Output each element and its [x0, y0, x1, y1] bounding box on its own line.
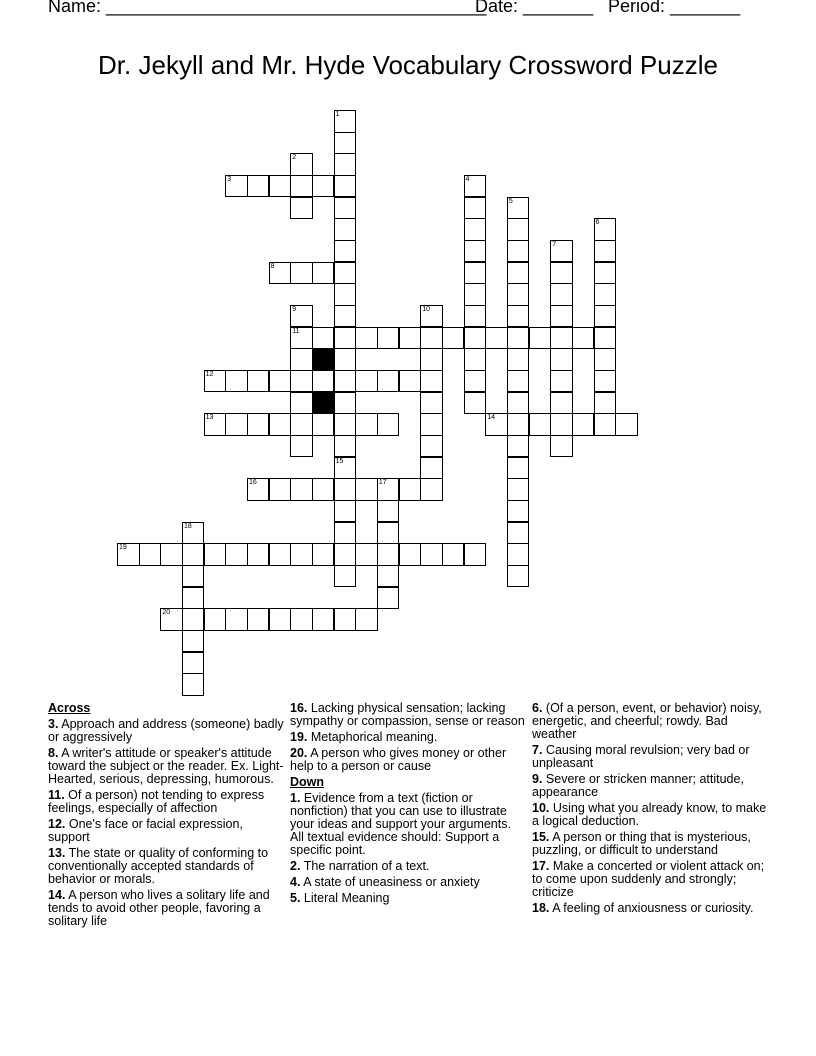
crossword-cell[interactable]: [334, 348, 357, 371]
crossword-cell[interactable]: [247, 543, 270, 566]
crossword-cell[interactable]: [420, 543, 443, 566]
crossword-cell[interactable]: [377, 500, 400, 523]
clue-across-20: 20. A person who gives money or other help to a person or cause: [290, 746, 507, 773]
clue-down-5: 5. Literal Meaning: [290, 891, 390, 905]
crossword-cell[interactable]: [507, 218, 530, 241]
crossword-cell[interactable]: [442, 543, 465, 566]
crossword-cell[interactable]: [225, 608, 248, 631]
cell-number: 11: [292, 327, 300, 335]
crossword-cell[interactable]: [160, 543, 183, 566]
crossword-cell[interactable]: [507, 522, 530, 545]
crossword-cell[interactable]: [420, 370, 443, 393]
cell-number: 4: [465, 175, 470, 183]
crossword-cell[interactable]: [420, 457, 443, 480]
crossword-cell[interactable]: [377, 587, 400, 610]
crossword-cell[interactable]: [507, 283, 530, 306]
crossword-cell[interactable]: [464, 283, 487, 306]
clue-down-2: 2. The narration of a text.: [290, 859, 430, 873]
crossword-cell[interactable]: [312, 175, 335, 198]
crossword-cell[interactable]: [464, 327, 487, 350]
clue-down-1: 1. Evidence from a text (fiction or nonfiction) that you can use to illustrate your ideas and support your arguments. All textual evidence should: Support a specific point.: [290, 791, 511, 857]
crossword-cell[interactable]: [464, 348, 487, 371]
crossword-cell[interactable]: [290, 348, 313, 371]
crossword-cell[interactable]: [507, 305, 530, 328]
cell-number: 7: [552, 240, 557, 248]
crossword-cell[interactable]: [160, 608, 183, 631]
crossword-cell[interactable]: [507, 262, 530, 285]
crossword-cell[interactable]: [204, 413, 227, 436]
crossword-cell[interactable]: [507, 197, 530, 220]
crossword-cell[interactable]: [377, 370, 400, 393]
clue-down-15: 15. A person or thing that is mysterious, puzzling, or difficult to understand: [532, 830, 751, 857]
crossword-cell[interactable]: [399, 543, 422, 566]
crossword-cell[interactable]: [225, 413, 248, 436]
crossword-cell[interactable]: [507, 500, 530, 523]
crossword-cell[interactable]: [247, 478, 270, 501]
crossword-cell[interactable]: [507, 240, 530, 263]
crossword-cell[interactable]: [334, 370, 357, 393]
crossword-cell[interactable]: [594, 305, 617, 328]
cell-number: 13: [205, 414, 214, 422]
crossword-cell[interactable]: [464, 392, 487, 415]
crossword-cell[interactable]: [247, 608, 270, 631]
crossword-cell[interactable]: [420, 327, 443, 350]
crossword-cell[interactable]: [355, 543, 378, 566]
down-heading: Down: [290, 775, 325, 789]
cell-number: 8: [270, 262, 275, 270]
crossword-cell[interactable]: [507, 392, 530, 415]
crossword-cell[interactable]: [420, 413, 443, 436]
crossword-cell[interactable]: [615, 413, 638, 436]
crossword-cell[interactable]: [225, 543, 248, 566]
clue-across-8: 8. A writer's attitude or speaker's attitude toward the subject or the reader. Ex. Light-Hearted, serious, depressing, humorous.: [48, 746, 284, 786]
crossword-cell[interactable]: [182, 673, 205, 696]
crossword-cell[interactable]: [117, 543, 140, 566]
crossword-cell[interactable]: [464, 262, 487, 285]
crossword-cell[interactable]: [507, 435, 530, 458]
crossword-cell[interactable]: [334, 153, 357, 176]
crossword-cell[interactable]: [594, 413, 617, 436]
crossword-cell[interactable]: [225, 175, 248, 198]
crossword-cell[interactable]: [464, 240, 487, 263]
crossword-cell[interactable]: [269, 608, 292, 631]
crossword-cell[interactable]: [269, 175, 292, 198]
crossword-cell[interactable]: [290, 175, 313, 198]
crossword-cell[interactable]: [550, 305, 573, 328]
crossword-cell[interactable]: [334, 435, 357, 458]
crossword-cell[interactable]: [269, 478, 292, 501]
crossword-cell[interactable]: [594, 348, 617, 371]
crossword-cell[interactable]: [290, 262, 313, 285]
crossword-cell[interactable]: [550, 283, 573, 306]
crossword-cell[interactable]: [334, 327, 357, 350]
crossword-cell[interactable]: [334, 522, 357, 545]
clue-across-3: 3. Approach and address (someone) badly or aggressively: [48, 717, 284, 744]
cell-number: 14: [487, 414, 496, 422]
crossword-cell[interactable]: [334, 132, 357, 155]
crossword-cell[interactable]: [594, 327, 617, 350]
crossword-cell[interactable]: [420, 392, 443, 415]
crossword-cell[interactable]: [269, 262, 292, 285]
crossword-black-cell: [312, 348, 335, 371]
crossword-cell[interactable]: [377, 478, 400, 501]
crossword-cell[interactable]: [334, 305, 357, 328]
crossword-cell[interactable]: [572, 413, 595, 436]
crossword-cell[interactable]: [377, 543, 400, 566]
crossword-cell[interactable]: [550, 392, 573, 415]
cell-number: 1: [335, 111, 340, 118]
crossword-cell[interactable]: [507, 478, 530, 501]
crossword-cell[interactable]: [464, 305, 487, 328]
crossword-cell[interactable]: [594, 218, 617, 241]
crossword-cell[interactable]: [334, 240, 357, 263]
cell-number: 18: [183, 522, 192, 530]
crossword-cell[interactable]: [507, 348, 530, 371]
clue-across-14: 14. A person who lives a solitary life and tends to avoid other people, favoring a solitary life: [48, 888, 270, 928]
crossword-cell[interactable]: [355, 608, 378, 631]
crossword-cell[interactable]: [355, 413, 378, 436]
crossword-cell[interactable]: [204, 543, 227, 566]
crossword-cell[interactable]: [334, 262, 357, 285]
crossword-cell[interactable]: [594, 262, 617, 285]
crossword-cell[interactable]: [594, 283, 617, 306]
crossword-cell[interactable]: [334, 197, 357, 220]
crossword-cell[interactable]: [312, 327, 335, 350]
crossword-cell[interactable]: [290, 478, 313, 501]
cell-number: 3: [227, 175, 232, 183]
cell-number: 19: [119, 544, 127, 552]
cell-number: 15: [335, 457, 344, 465]
crossword-cell[interactable]: [355, 370, 378, 393]
crossword-cell[interactable]: [269, 543, 292, 566]
crossword-cell[interactable]: [399, 327, 422, 350]
crossword-cell[interactable]: [464, 175, 487, 198]
cell-number: 16: [248, 479, 257, 487]
crossword-cell[interactable]: [334, 110, 357, 133]
crossword-cell[interactable]: [247, 175, 270, 198]
crossword-cell[interactable]: [420, 305, 443, 328]
crossword-cell[interactable]: [334, 413, 357, 436]
crossword-cell[interactable]: [420, 348, 443, 371]
clue-across-11: 11. Of a person) not tending to express feelings, especially of affection: [48, 788, 265, 815]
crossword-cell[interactable]: [290, 392, 313, 415]
cell-number: 20: [162, 609, 171, 617]
crossword-cell[interactable]: [182, 522, 205, 545]
crossword-cell[interactable]: [550, 327, 573, 350]
crossword-cell[interactable]: [290, 327, 313, 350]
crossword-cell[interactable]: [204, 608, 227, 631]
crossword-cell[interactable]: [290, 608, 313, 631]
clue-down-4: 4. A state of uneasiness or anxiety: [290, 875, 480, 889]
crossword-cell[interactable]: [225, 370, 248, 393]
crossword-cell[interactable]: [182, 587, 205, 610]
crossword-cell[interactable]: [334, 478, 357, 501]
clue-across-16: 16. Lacking physical sensation; lacking sympathy or compassion, sense or reason: [290, 701, 525, 728]
crossword-cell[interactable]: [507, 327, 530, 350]
clue-down-6: 6. (Of a person, event, or behavior) noisy, energetic, and cheerful; rowdy. Bad weather: [532, 701, 762, 741]
cell-number: 5: [508, 197, 513, 205]
crossword-cell[interactable]: [269, 370, 292, 393]
crossword-cell[interactable]: [550, 262, 573, 285]
crossword-cell[interactable]: [290, 305, 313, 328]
crossword-cell[interactable]: [594, 240, 617, 263]
crossword-cell[interactable]: [182, 630, 205, 653]
clue-down-18: 18. A feeling of anxiousness or curiosity.: [532, 901, 754, 915]
crossword-cell[interactable]: [377, 413, 400, 436]
date-field[interactable]: Date: _______: [475, 0, 594, 16]
clue-down-7: 7. Causing moral revulsion; very bad or unpleasant: [532, 743, 750, 770]
cell-number: 9: [292, 305, 297, 313]
crossword-cell[interactable]: [312, 478, 335, 501]
crossword-cell[interactable]: [312, 370, 335, 393]
crossword-cell[interactable]: [290, 413, 313, 436]
crossword-cell[interactable]: [355, 478, 378, 501]
clues-column-3: [532, 702, 768, 918]
period-field[interactable]: Period: _______: [608, 0, 741, 16]
clue-down-9: 9. Severe or stricken manner; attitude, appearance: [532, 772, 744, 799]
crossword-cell[interactable]: [550, 435, 573, 458]
clue-down-10: 10. Using what you already know, to make a logical deduction.: [532, 801, 767, 828]
crossword-cell[interactable]: [485, 327, 508, 350]
crossword-cell[interactable]: [290, 197, 313, 220]
crossword-cell[interactable]: [572, 327, 595, 350]
crossword-cell[interactable]: [507, 543, 530, 566]
crossword-cell[interactable]: [594, 370, 617, 393]
crossword-cell[interactable]: [334, 500, 357, 523]
crossword-cell[interactable]: [334, 565, 357, 588]
crossword-cell[interactable]: [464, 370, 487, 393]
crossword-cell[interactable]: [334, 283, 357, 306]
crossword-cell[interactable]: [334, 457, 357, 480]
crossword-cell[interactable]: [290, 153, 313, 176]
cell-number: 10: [422, 305, 431, 313]
crossword-cell[interactable]: [550, 413, 573, 436]
crossword-cell[interactable]: [247, 370, 270, 393]
crossword-cell[interactable]: [139, 543, 162, 566]
crossword-black-cell: [312, 392, 335, 415]
crossword-cell[interactable]: [420, 478, 443, 501]
clue-across-19: 19. Metaphorical meaning.: [290, 730, 438, 744]
crossword-cell[interactable]: [507, 370, 530, 393]
crossword-cell[interactable]: [377, 327, 400, 350]
crossword-cell[interactable]: [507, 457, 530, 480]
crossword-cell[interactable]: [594, 392, 617, 415]
cell-number: 12: [205, 370, 214, 378]
clue-down-17: 17. Make a concerted or violent attack on; to come upon suddenly and strongly; criticize: [532, 859, 765, 899]
crossword-cell[interactable]: [290, 370, 313, 393]
crossword-cell[interactable]: [269, 413, 292, 436]
crossword-cell[interactable]: [464, 197, 487, 220]
crossword-cell[interactable]: [312, 608, 335, 631]
crossword-cell[interactable]: [550, 370, 573, 393]
crossword-cell[interactable]: [464, 218, 487, 241]
crossword-cell[interactable]: [204, 370, 227, 393]
crossword-cell[interactable]: [529, 413, 552, 436]
crossword-cell[interactable]: [529, 327, 552, 350]
crossword-cell[interactable]: [312, 413, 335, 436]
clue-across-12: 12. One's face or facial expression, support: [48, 817, 243, 844]
name-field[interactable]: Name: ______________________________________: [48, 0, 487, 16]
crossword-cell[interactable]: [550, 240, 573, 263]
crossword-cell[interactable]: [420, 435, 443, 458]
crossword-cell[interactable]: [377, 565, 400, 588]
crossword-cell[interactable]: [182, 652, 205, 675]
crossword-cell[interactable]: [550, 348, 573, 371]
clues-column-1: [48, 702, 284, 931]
cell-number: 17: [378, 479, 387, 487]
page-title: Dr. Jekyll and Mr. Hyde Vocabulary Crossword Puzzle: [98, 50, 718, 80]
crossword-cell[interactable]: [290, 435, 313, 458]
crossword-cell[interactable]: [182, 608, 205, 631]
crossword-cell[interactable]: [355, 327, 378, 350]
crossword-cell[interactable]: [334, 392, 357, 415]
crossword-cell[interactable]: [182, 543, 205, 566]
crossword-cell[interactable]: [334, 543, 357, 566]
cell-number: 6: [595, 219, 600, 227]
crossword-cell[interactable]: [442, 327, 465, 350]
across-heading: Across: [48, 701, 91, 715]
cell-number: 2: [292, 154, 297, 162]
crossword-cell[interactable]: [182, 565, 205, 588]
crossword-cell[interactable]: [399, 370, 422, 393]
crossword-cell[interactable]: [485, 413, 508, 436]
crossword-cell[interactable]: [399, 478, 422, 501]
crossword-cell[interactable]: [312, 543, 335, 566]
crossword-cell[interactable]: [507, 413, 530, 436]
clues-column-2: [290, 702, 526, 908]
crossword-cell[interactable]: [507, 565, 530, 588]
clue-across-13: 13. The state or quality of conforming to conventionally accepted standards of behavior or morals.: [48, 846, 269, 886]
crossword-cell[interactable]: [334, 175, 357, 198]
crossword-cell[interactable]: [377, 522, 400, 545]
crossword-cell[interactable]: [312, 262, 335, 285]
crossword-cell[interactable]: [464, 543, 487, 566]
crossword-cell[interactable]: [290, 543, 313, 566]
crossword-cell[interactable]: [334, 218, 357, 241]
crossword-cell[interactable]: [247, 413, 270, 436]
crossword-cell[interactable]: [334, 608, 357, 631]
